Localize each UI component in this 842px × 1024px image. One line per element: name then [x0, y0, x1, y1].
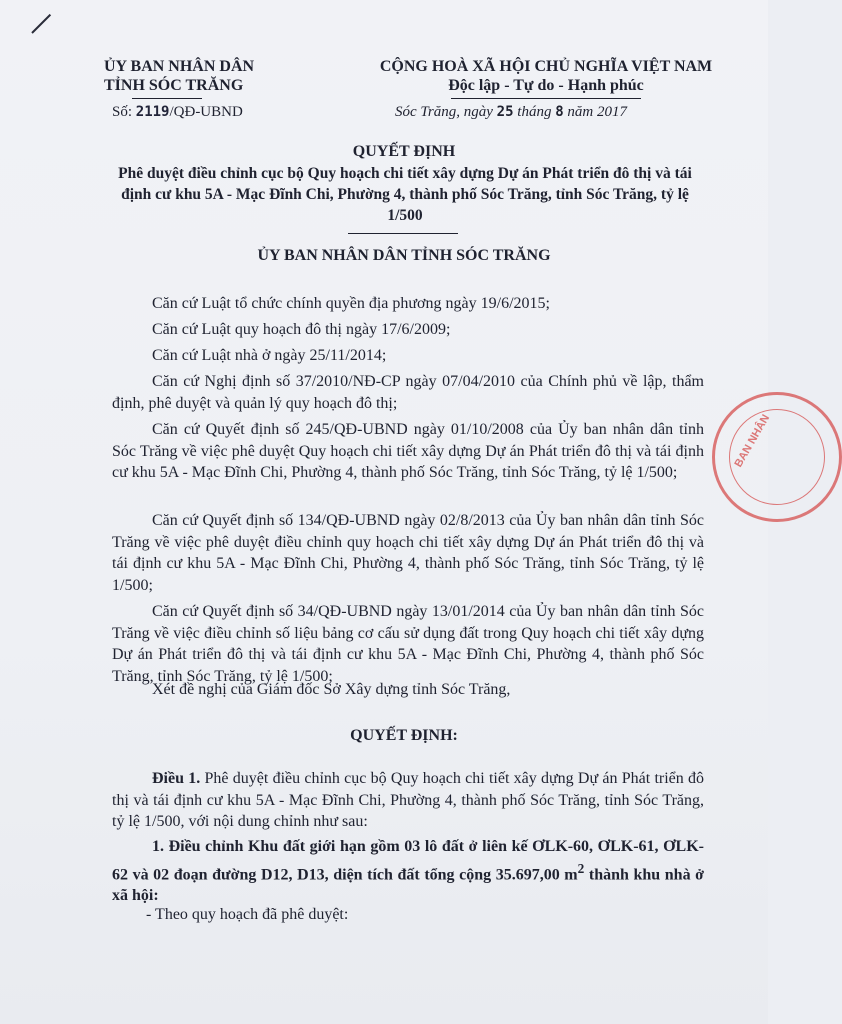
date-day: 25: [496, 104, 514, 120]
subtitle-underline: [348, 233, 458, 234]
legal-basis-4: Căn cứ Nghị định số 37/2010/NĐ-CP ngày 07/04/2010 của Chính phủ về lập, thẩm định, phê duyệt và quản lý quy hoạch đô thị;: [112, 373, 704, 412]
item-1: [112, 836, 704, 907]
item-1-text: 1. Điều chỉnh Khu đất giới hạn gồm 03 lô đất ở liên kế ƠLK-60, ƠLK-61, ƠLK-62 và 02 đoạn đường D12, D13, diện tích đất tổng cộng 35.697,00 m: [112, 838, 704, 883]
national-line-1: CỘNG HOÀ XÃ HỘI CHỦ NGHĨA VIỆT NAM: [379, 58, 713, 75]
agency-underline: [132, 98, 202, 99]
item-1-superscript: 2: [577, 860, 585, 876]
agency-line-1: ỦY BAN NHÂN DÂN: [104, 58, 255, 75]
date-year: năm 2017: [567, 104, 627, 120]
item-1-sub: - Theo quy hoạch đã phê duyệt:: [146, 906, 349, 923]
legal-basis-7: Căn cứ Quyết định số 34/QĐ-UBND ngày 13/01/2014 của Ủy ban nhân dân tỉnh Sóc Trăng về việc điều chỉnh số liệu bảng cơ cấu sử dụng đất trong Quy hoạch chi tiết xây dựng Dự án Phát triển đô thị và tái định cư khu 5A - Mạc Đĩnh Chi, Phường 4, thành phố Sóc Trăng, tỉnh Sóc Trăng, tỷ lệ 1/500;: [112, 603, 704, 685]
issuing-agency: [104, 57, 304, 99]
item-1-tail: thành khu nhà ở xã hội:: [112, 865, 705, 905]
document-number: [112, 104, 243, 121]
date-month: 8: [555, 104, 564, 120]
decision-heading: QUYẾT ĐỊNH:: [350, 727, 458, 744]
legal-basis-2: Căn cứ Luật quy hoạch đô thị ngày 17/6/2009;: [152, 321, 451, 338]
legal-basis-3: Căn cứ Luật nhà ở ngày 25/11/2014;: [152, 347, 387, 364]
document-subtitle: Phê duyệt điều chỉnh cục bộ Quy hoạch chi tiết xây dựng Dự án Phát triển đô thị và tái định cư khu 5A - Mạc Đĩnh Chi, Phường 4, thành phố Sóc Trăng, tỉnh Sóc Trăng, tỷ lệ 1/500: [118, 165, 692, 224]
number-suffix: /QĐ-UBND: [169, 104, 243, 120]
committee-heading: ỦY BAN NHÂN DÂN TỈNH SÓC TRĂNG: [257, 247, 551, 264]
scan-mark: [31, 14, 51, 34]
seal-text: BAN NHÂN: [732, 412, 773, 470]
motto-underline: [451, 98, 641, 99]
number-value: 2119: [135, 104, 170, 120]
article-1-label: Điều 1.: [152, 770, 201, 787]
number-prefix: Số:: [112, 104, 133, 120]
article-1: [112, 768, 704, 833]
national-heading: [366, 57, 726, 99]
legal-basis-1: Căn cứ Luật tổ chức chính quyền địa phương ngày 19/6/2015;: [152, 295, 550, 312]
article-1-text: Phê duyệt điều chỉnh cục bộ Quy hoạch chi tiết xây dựng Dự án Phát triển đô thị và tái định cư khu 5A - Mạc Đĩnh Chi, Phường 4, thành phố Sóc Trăng, tỉnh Sóc Trăng, tỷ lệ 1/500, với nội dung chỉnh như sau:: [112, 770, 705, 830]
legal-basis-8: Xét đề nghị của Giám đốc Sở Xây dựng tỉnh Sóc Trăng,: [152, 681, 511, 698]
date-month-label: tháng: [517, 104, 552, 120]
legal-basis-5: Căn cứ Quyết định số 245/QĐ-UBND ngày 01/10/2008 của Ủy ban nhân dân tỉnh Sóc Trăng về việc phê duyệt Quy hoạch chi tiết xây dựng Dự án Phát triển đô thị và tái định cư khu 5A - Mạc Đĩnh Chi, Phường 4, thành phố Sóc Trăng, tỉnh Sóc Trăng, tỷ lệ 1/500;: [112, 421, 704, 481]
national-motto: Độc lập - Tự do - Hạnh phúc: [448, 77, 644, 94]
agency-line-2: TỈNH SÓC TRĂNG: [104, 77, 244, 94]
date-prefix: Sóc Trăng, ngày: [395, 104, 493, 120]
document-title: QUYẾT ĐỊNH: [352, 143, 456, 160]
legal-basis-6: Căn cứ Quyết định số 134/QĐ-UBND ngày 02/8/2013 của Ủy ban nhân dân tỉnh Sóc Trăng về việc phê duyệt điều chỉnh quy hoạch chi tiết xây dựng Dự án Phát triển đô thị và tái định cư khu 5A - Mạc Đĩnh Chi, Phường 4, thành phố Sóc Trăng, tỉnh Sóc Trăng, tỷ lệ 1/500;: [112, 512, 704, 594]
red-seal-stamp: [712, 392, 842, 522]
issue-date: [395, 104, 627, 121]
